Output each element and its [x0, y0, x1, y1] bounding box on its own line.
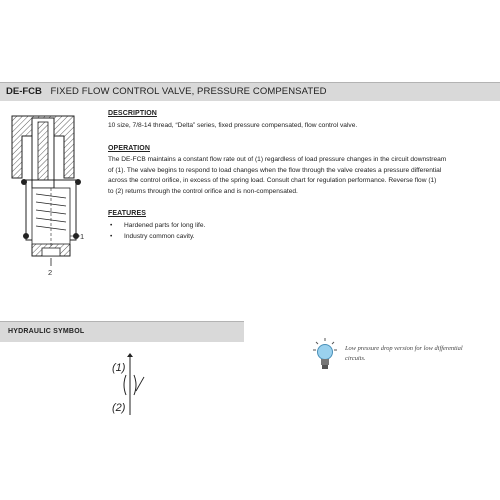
operation-heading: OPERATION	[108, 145, 150, 152]
product-title-bar	[0, 82, 500, 101]
drawing-port-1-label: 1	[80, 232, 85, 241]
tip-line: circuits.	[345, 355, 366, 362]
hydraulic-symbol-diagram	[100, 353, 160, 423]
operation-text	[108, 155, 500, 197]
feature-item: • Hardened parts for long life.	[110, 221, 205, 232]
product-name: FIXED FLOW CONTROL VALVE, PRESSURE COMPENSATED	[50, 86, 327, 97]
lightbulb-icon	[313, 338, 337, 372]
symbol-port-1-label: (1)	[112, 362, 126, 374]
feature-item: • Industry common cavity.	[110, 232, 205, 243]
tip-line: Low pressure drop version for low differential	[345, 345, 463, 352]
operation-line: The DE-FCB maintains a constant flow rate out of (1) regardless of load pressure changes in the circuit downstream	[108, 156, 447, 163]
operation-line: across the control orifice, in excess of the spring load. Consult chart for regulation performance. Reverse flow (1)	[108, 177, 437, 185]
features-heading: FEATURES	[108, 210, 147, 217]
operation-line: of (1). The valve begins to respond to load changes when the flow through the valve creates a pressure differential	[108, 166, 442, 174]
symbol-port-2-label: (2)	[112, 402, 126, 414]
hydraulic-symbol-bar	[0, 321, 244, 342]
drawing-port-2-label: 2	[48, 268, 53, 277]
operation-line: to (2) returns through the control orifice and is non-compensated.	[108, 187, 298, 195]
features-list	[110, 221, 205, 242]
product-code: DE-FCB	[6, 86, 42, 97]
hydraulic-symbol-heading: HYDRAULIC SYMBOL	[8, 328, 85, 335]
valve-cross-section-drawing	[2, 108, 102, 288]
tip-note	[345, 344, 500, 364]
description-text: 10 size, 7/8-14 thread, “Delta” series, fixed pressure compensated, flow control valve.	[108, 122, 358, 129]
description-heading: DESCRIPTION	[108, 110, 157, 117]
